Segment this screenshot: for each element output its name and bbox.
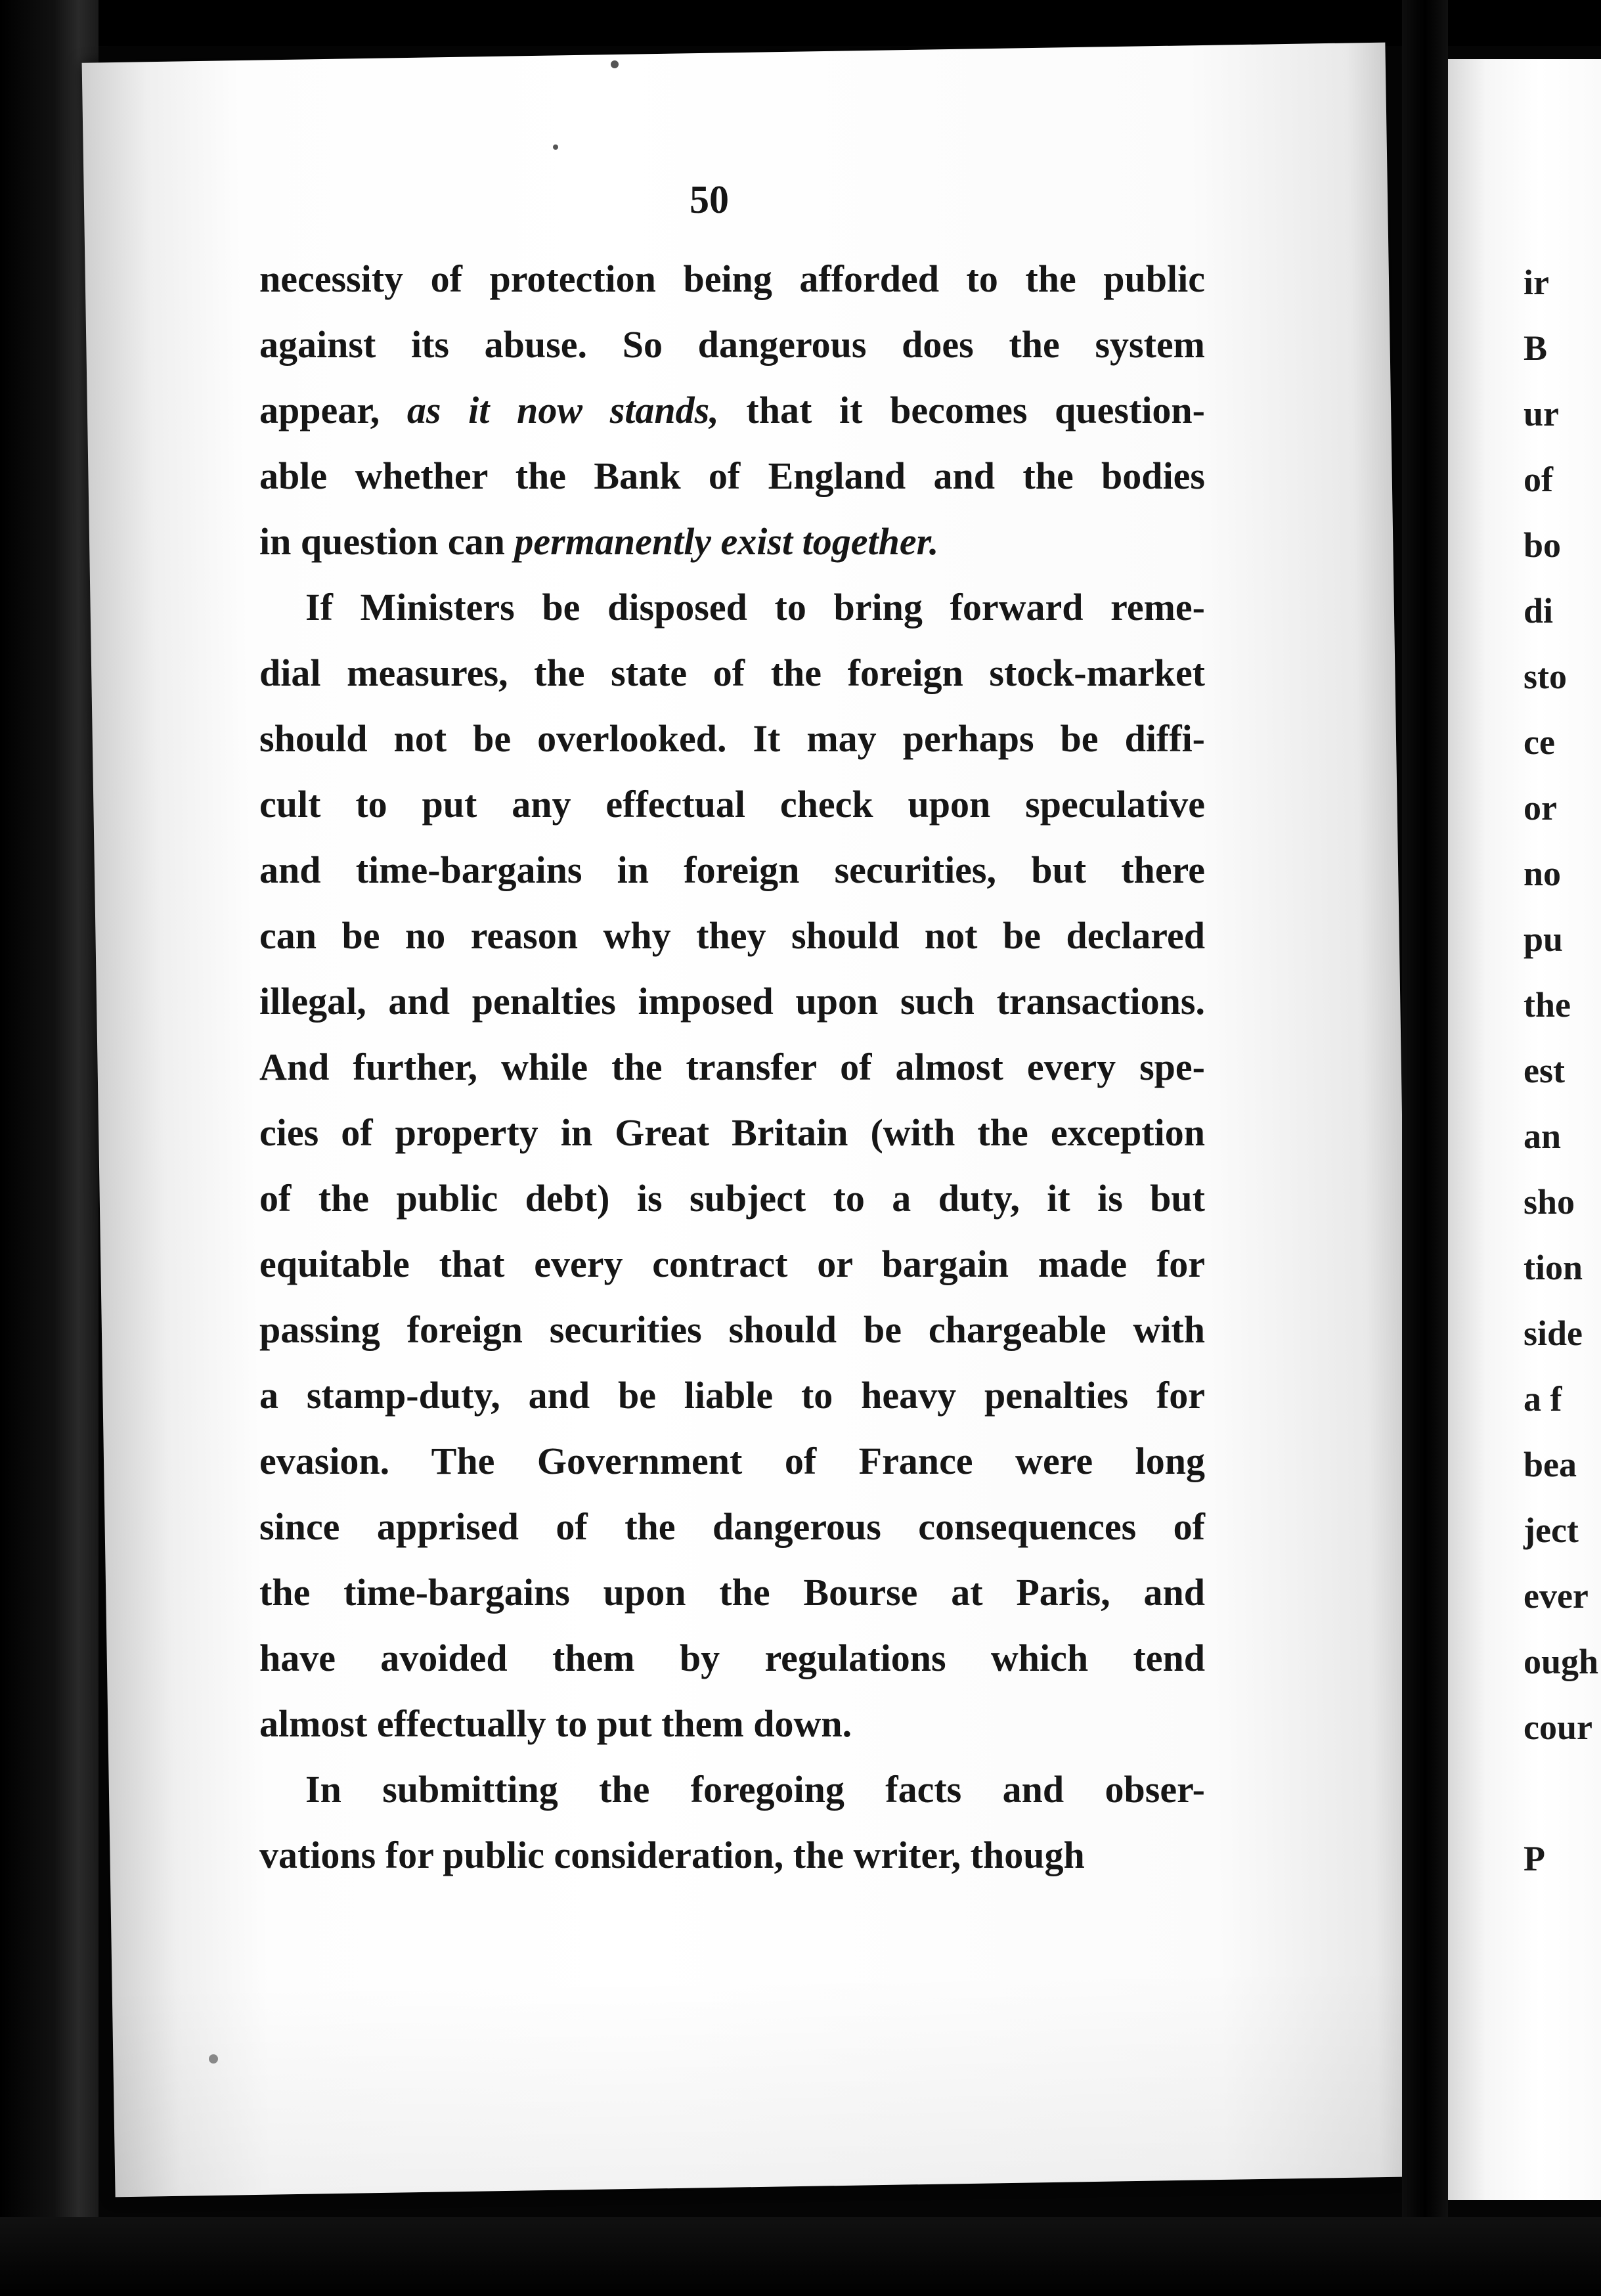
right-page-line-fragment: sto	[1524, 657, 1567, 696]
page-number: 50	[690, 178, 729, 221]
book-gutter	[1402, 0, 1448, 2296]
text-line: have avoided them by regulations which tend	[259, 1637, 1205, 1679]
text-line: illegal, and penalties imposed upon such transactions.	[259, 980, 1205, 1023]
right-page-line-fragment: ever	[1524, 1576, 1589, 1616]
right-page-line-fragment: the	[1524, 985, 1571, 1025]
text-line: appear, as it now stands, that it becomes question-	[259, 389, 1205, 431]
text-line: should not be overlooked. It may perhaps be diffi-	[259, 717, 1205, 760]
text-line: If Ministers be disposed to bring forward reme-	[305, 586, 1205, 629]
right-page-line-fragment: ough	[1524, 1642, 1599, 1681]
page-body-text	[259, 246, 1205, 1888]
right-page-line-fragment: no	[1524, 854, 1562, 893]
text-line: vations for public consideration, the writer, though	[259, 1834, 1085, 1876]
text-line: cies of property in Great Britain (with the exception	[259, 1111, 1205, 1154]
top-scan-border	[0, 0, 1601, 46]
right-page-line-fragment: a f	[1524, 1379, 1562, 1419]
text-line: dial measures, the state of the foreign stock-market	[259, 651, 1205, 694]
left-binding-edge	[0, 0, 99, 2296]
text-line: In submitting the foregoing facts and obser-	[305, 1768, 1205, 1811]
right-page-line-fragment: di	[1524, 591, 1554, 630]
right-page-line-fragment: of	[1524, 460, 1553, 499]
right-page-line-fragment: P	[1524, 1839, 1545, 1878]
right-page-line-fragment: bea	[1524, 1445, 1577, 1484]
right-page-line-fragment: side	[1524, 1314, 1583, 1353]
right-page-line-fragment: or	[1524, 788, 1557, 828]
text-line: cult to put any effectual check upon speculative	[259, 783, 1205, 826]
text-line: can be no reason why they should not be declared	[259, 914, 1205, 957]
right-page-line-fragment: tion	[1524, 1248, 1583, 1287]
text-line: and time-bargains in foreign securities, but there	[259, 849, 1205, 891]
italic-emphasis: as it now stands,	[406, 389, 719, 431]
text-line: passing foreign securities should be chargeable with	[259, 1308, 1205, 1351]
right-page-line-fragment: an	[1524, 1116, 1562, 1156]
text-line: necessity of protection being afforded to the public	[259, 257, 1205, 300]
text-line: evasion. The Government of France were long	[259, 1440, 1205, 1482]
right-page-line-fragment: ir	[1524, 263, 1549, 302]
right-page-line-fragment: sho	[1524, 1182, 1575, 1222]
text-line: in question can permanently exist together.	[259, 520, 939, 563]
right-page-line-fragment: ject	[1524, 1511, 1579, 1550]
dust-speck	[611, 60, 619, 68]
text-line: equitable that every contract or bargain made for	[259, 1243, 1205, 1285]
dust-speck	[553, 144, 558, 150]
right-page-line-fragment: bo	[1524, 525, 1562, 565]
right-page-line-fragment	[1524, 1760, 1598, 1826]
italic-emphasis: permanently exist together.	[514, 520, 939, 563]
paragraph-p1	[259, 246, 1205, 575]
text-line: the time-bargains upon the Bourse at Paris, and	[259, 1571, 1205, 1614]
right-page-line-fragment: ur	[1524, 394, 1559, 433]
text-line: almost effectually to put them down.	[259, 1702, 852, 1745]
right-page-line-fragment: est	[1524, 1051, 1565, 1090]
paragraph-p3	[259, 1757, 1205, 1888]
text-line: of the public debt) is subject to a duty, it is but	[259, 1177, 1205, 1220]
right-page-line-fragment: ce	[1524, 722, 1555, 762]
right-page-line-fragments	[1524, 250, 1598, 1891]
dust-speck	[209, 2054, 218, 2064]
text-line: since apprised of the dangerous consequences of	[259, 1505, 1205, 1548]
page-shading	[112, 1966, 1419, 2197]
bottom-scan-border	[0, 2217, 1601, 2296]
right-page-line-fragment: B	[1524, 328, 1548, 368]
right-page-line-fragment: pu	[1524, 919, 1564, 959]
text-line: a stamp-duty, and be liable to heavy penalties for	[259, 1374, 1205, 1417]
right-page-line-fragment: cour	[1524, 1708, 1592, 1747]
text-line: against its abuse. So dangerous does the system	[259, 323, 1205, 366]
text-line: able whether the Bank of England and the bodies	[259, 454, 1205, 497]
paragraph-p2	[259, 575, 1205, 1757]
text-line: And further, while the transfer of almost every spe-	[259, 1046, 1205, 1088]
